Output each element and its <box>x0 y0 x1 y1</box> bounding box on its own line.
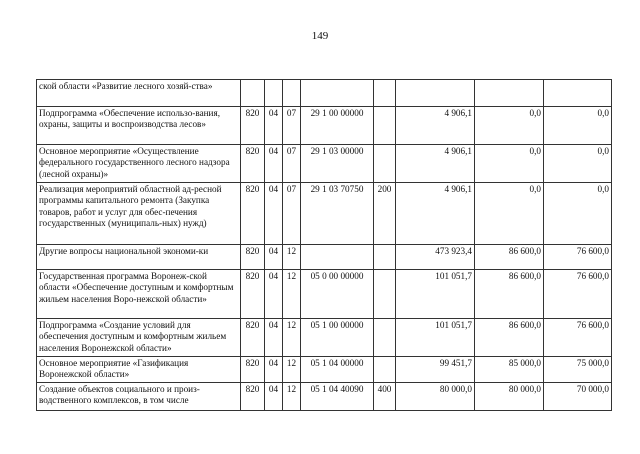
page-number: 149 <box>311 30 329 42</box>
table-row <box>37 357 612 383</box>
amount-year-2: 0,0 <box>475 145 544 183</box>
grbs-code: 820 <box>241 319 265 357</box>
section-code: 04 <box>265 145 283 183</box>
amount-year-2 <box>475 80 544 107</box>
amount-year-3: 70 000,0 <box>544 383 612 411</box>
subsection-code: 07 <box>283 145 301 183</box>
expense-type-code: 200 <box>374 183 396 245</box>
subsection-code: 12 <box>283 357 301 383</box>
table-row <box>37 183 612 245</box>
amount-year-2: 86 600,0 <box>475 319 544 357</box>
expense-type-code <box>374 145 396 183</box>
amount-year-2: 0,0 <box>475 183 544 245</box>
amount-year-2: 86 600,0 <box>475 270 544 319</box>
subsection-code: 12 <box>283 270 301 319</box>
grbs-code: 820 <box>241 107 265 145</box>
amount-year-1: 4 906,1 <box>396 183 475 245</box>
amount-year-1: 473 923,4 <box>396 245 475 270</box>
subsection-code: 12 <box>283 245 301 270</box>
amount-year-3: 0,0 <box>544 183 612 245</box>
grbs-code: 820 <box>241 245 265 270</box>
table-row <box>37 245 612 270</box>
table-row <box>37 107 612 145</box>
subsection-code <box>283 80 301 107</box>
amount-year-2: 0,0 <box>475 107 544 145</box>
amount-year-3: 0,0 <box>544 145 612 183</box>
section-code: 04 <box>265 319 283 357</box>
row-name: Государственная программа Воронеж-ской области «Обеспечение доступным и комфортным жильем населения Воро-нежской области» <box>37 270 241 319</box>
amount-year-2: 86 600,0 <box>475 245 544 270</box>
table-row <box>37 383 612 411</box>
expense-type-code <box>374 80 396 107</box>
section-code: 04 <box>265 357 283 383</box>
table-row <box>37 319 612 357</box>
budget-table <box>36 79 612 411</box>
target-item-code: 05 1 04 00000 <box>301 357 374 383</box>
target-item-code: 05 1 00 00000 <box>301 319 374 357</box>
amount-year-3: 76 600,0 <box>544 270 612 319</box>
expense-type-code: 400 <box>374 383 396 411</box>
amount-year-3: 0,0 <box>544 107 612 145</box>
table-row <box>37 270 612 319</box>
amount-year-3: 76 600,0 <box>544 319 612 357</box>
subsection-code: 07 <box>283 107 301 145</box>
grbs-code: 820 <box>241 357 265 383</box>
amount-year-3: 75 000,0 <box>544 357 612 383</box>
subsection-code: 12 <box>283 319 301 357</box>
row-name: ской области «Развитие лесного хозяй-ства» <box>37 80 241 107</box>
amount-year-1: 4 906,1 <box>396 107 475 145</box>
section-code: 04 <box>265 107 283 145</box>
target-item-code: 29 1 00 00000 <box>301 107 374 145</box>
amount-year-3: 76 600,0 <box>544 245 612 270</box>
target-item-code: 29 1 03 00000 <box>301 145 374 183</box>
row-name: Основное мероприятие «Газификация Воронежской области» <box>37 357 241 383</box>
expense-type-code <box>374 357 396 383</box>
grbs-code: 820 <box>241 183 265 245</box>
section-code: 04 <box>265 270 283 319</box>
target-item-code: 05 0 00 00000 <box>301 270 374 319</box>
amount-year-2: 80 000,0 <box>475 383 544 411</box>
section-code: 04 <box>265 383 283 411</box>
subsection-code: 07 <box>283 183 301 245</box>
amount-year-3 <box>544 80 612 107</box>
subsection-code: 12 <box>283 383 301 411</box>
row-name: Реализация мероприятий областной ад-ресной программы капитального ремонта (Закупка товаров, работ и услуг для обес-печения государственных (муниципаль-ных) нужд) <box>37 183 241 245</box>
table-row <box>37 145 612 183</box>
amount-year-1 <box>396 80 475 107</box>
grbs-code <box>241 80 265 107</box>
expense-type-code <box>374 107 396 145</box>
target-item-code <box>301 245 374 270</box>
expense-type-code <box>374 270 396 319</box>
expense-type-code <box>374 319 396 357</box>
table-row <box>37 80 612 107</box>
target-item-code: 29 1 03 70750 <box>301 183 374 245</box>
amount-year-1: 99 451,7 <box>396 357 475 383</box>
grbs-code: 820 <box>241 270 265 319</box>
target-item-code: 05 1 04 40090 <box>301 383 374 411</box>
row-name: Создание объектов социального и произ-водственного комплексов, в том числе <box>37 383 241 411</box>
amount-year-1: 4 906,1 <box>396 145 475 183</box>
amount-year-2: 85 000,0 <box>475 357 544 383</box>
amount-year-1: 80 000,0 <box>396 383 475 411</box>
row-name: Основное мероприятие «Осуществление федерального государственного лесного надзора (лесной охраны)» <box>37 145 241 183</box>
row-name: Подпрограмма «Создание условий для обеспечения доступным и комфортным жильем населения Воронежской области» <box>37 319 241 357</box>
section-code: 04 <box>265 245 283 270</box>
amount-year-1: 101 051,7 <box>396 270 475 319</box>
section-code: 04 <box>265 183 283 245</box>
grbs-code: 820 <box>241 145 265 183</box>
section-code <box>265 80 283 107</box>
row-name: Другие вопросы национальной экономи-ки <box>37 245 241 270</box>
row-name: Подпрограмма «Обеспечение использо-вания, охраны, защиты и воспроизводства лесов» <box>37 107 241 145</box>
expense-type-code <box>374 245 396 270</box>
amount-year-1: 101 051,7 <box>396 319 475 357</box>
target-item-code <box>301 80 374 107</box>
grbs-code: 820 <box>241 383 265 411</box>
